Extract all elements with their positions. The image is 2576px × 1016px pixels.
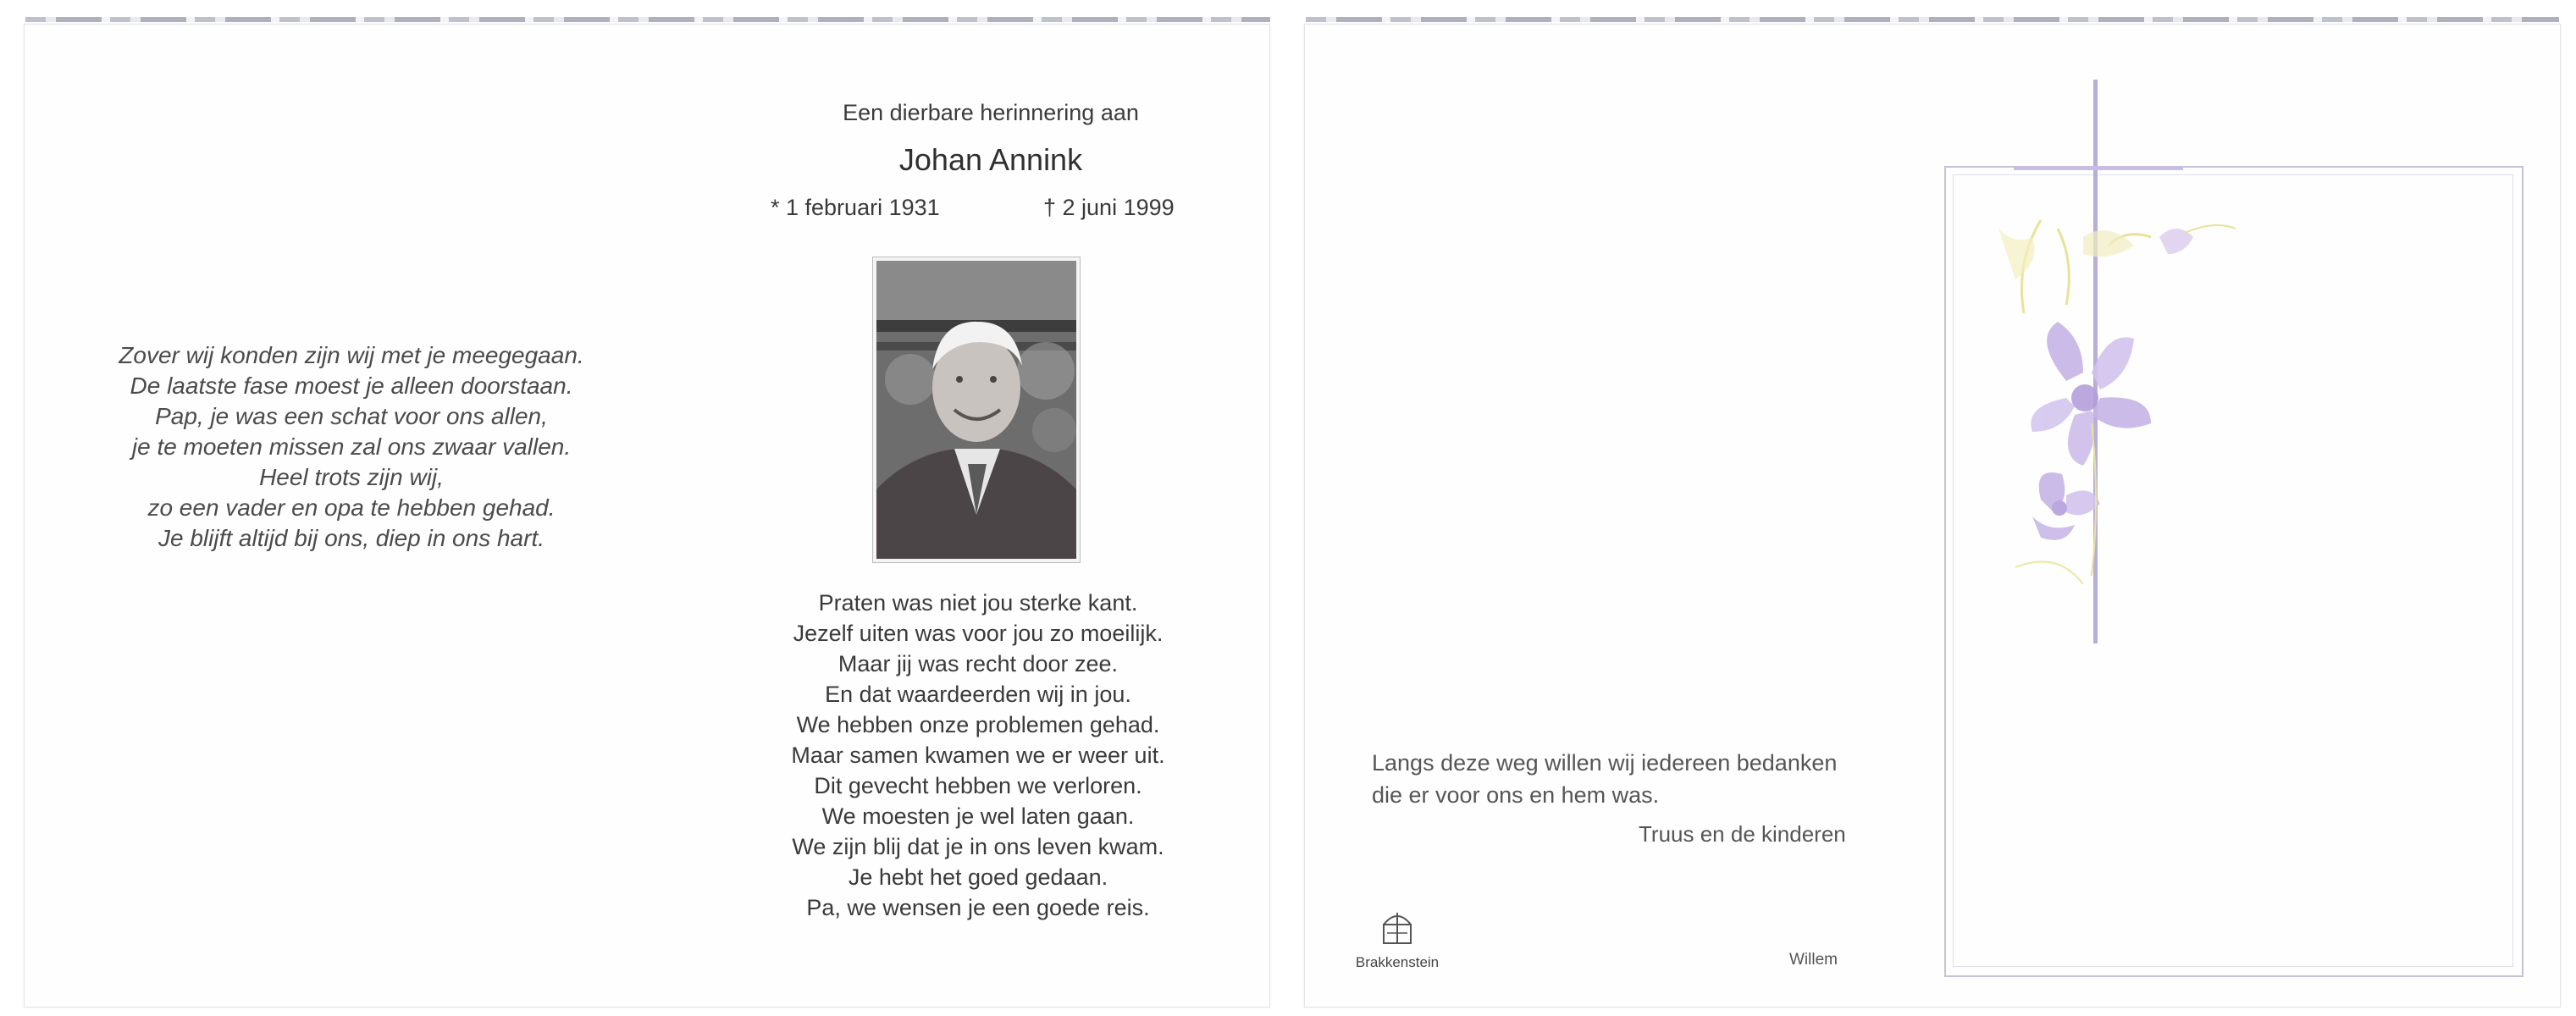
deceased-name: Johan Annink [898, 142, 1083, 177]
poem-line: Dit gevecht hebben we verloren. [814, 773, 1142, 798]
center-poem [737, 588, 1219, 923]
printer-mark [1346, 908, 1448, 971]
poem-line: Je hebt het goed gedaan. [848, 864, 1108, 890]
portrait-image [876, 261, 1076, 559]
thanks-line: Langs deze weg willen wij iedereen bedanken [1372, 750, 1838, 776]
poem-line: Heel trots zijn wij, [259, 464, 444, 490]
top-edge-left [25, 17, 1270, 22]
artist-signature: Willem [1789, 951, 1838, 969]
birth-date: * 1 februari 1931 [771, 195, 940, 220]
poem-line: Jezelf uiten was voor jou zo moeilijk. [793, 621, 1164, 646]
poem-line: Pa, we wensen je een goede reis. [806, 895, 1150, 920]
poem-line: En dat waardeerden wij in jou. [825, 682, 1131, 707]
poem-line: Je blijft altijd bij ons, diep in ons hart. [158, 525, 545, 551]
printer-name: Brakkenstein [1355, 954, 1440, 970]
portrait-illustration [876, 261, 1076, 559]
poem-line: Maar samen kwamen we er weer uit. [791, 743, 1165, 768]
poem-line: zo een vader en opa te hebben gehad. [147, 494, 556, 521]
thanks-text [1372, 747, 1914, 811]
portrait-photo [872, 257, 1081, 563]
poem-line: We moesten je wel laten gaan. [821, 803, 1135, 829]
thanks-line: die er voor ons en hem was. [1372, 782, 1660, 808]
signoff: Truus en de kinderen [1639, 821, 1846, 847]
poem-line: De laatste fase moest je alleen doorstaan. [130, 373, 573, 399]
poem-line: We zijn blij dat je in ons leven kwam. [792, 834, 1164, 859]
poem-line: Maar jij was recht door zee. [837, 651, 1119, 676]
death-date: † 2 juni 1999 [1043, 195, 1175, 220]
top-edge-right [1306, 17, 2559, 22]
left-poem [76, 340, 627, 554]
printer-logo-icon [1379, 908, 1416, 947]
poem-line: je te moeten missen zal ons zwaar vallen. [131, 433, 572, 460]
poem-line: Praten was niet jou sterke kant. [818, 590, 1138, 616]
cross-bar [2014, 166, 2183, 170]
memorial-intro: Een dierbare herinnering aan [843, 100, 1139, 125]
poem-line: Zover wij konden zijn wij met je meegegaan. [119, 342, 584, 368]
poem-line: Pap, je was een schat voor ons allen, [155, 403, 548, 429]
poem-line: We hebben onze problemen gehad. [796, 712, 1160, 737]
flower-illustration [1982, 212, 2303, 618]
